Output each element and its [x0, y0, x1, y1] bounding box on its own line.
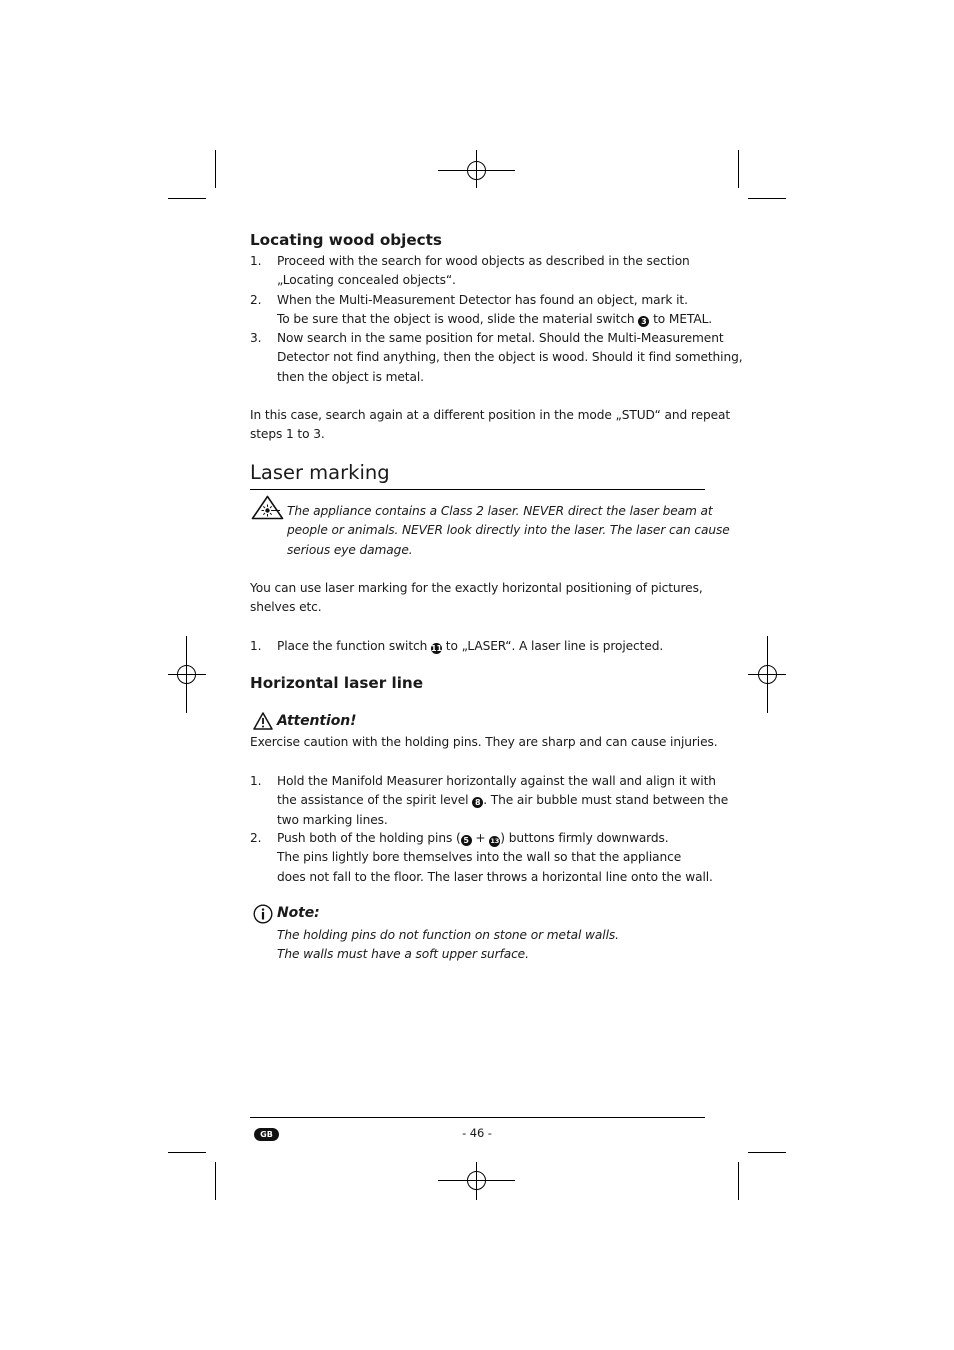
list-item: 2. Push both of the holding pins ( 5 + 13) buttons firmly downwards. The pins lightly bore themselves into the wall so that the appliance does not fall to the floor. The laser throws a horizontal line onto the wall.: [250, 831, 713, 884]
material-switch-ref: 3: [638, 316, 649, 327]
language-badge: GB: [254, 1128, 279, 1141]
paragraph: You can use laser marking for the exactly horizontal positioning of pictures, shelves etc.: [250, 581, 703, 615]
attention-text: Exercise caution with the holding pins. They are sharp and can cause injuries.: [250, 735, 718, 749]
heading-locating-wood: Locating wood objects: [250, 231, 442, 249]
note-text: The holding pins do not function on stone or metal walls. The walls must have a soft upper surface.: [277, 928, 619, 962]
spirit-level-ref: 8: [472, 797, 483, 808]
list-item: 2. When the Multi-Measurement Detector has found an object, mark it. To be sure that the object is wood, slide the material switch 3 to METAL.: [250, 293, 713, 327]
function-switch-ref: 11: [431, 644, 442, 653]
list-item: 1. Proceed with the search for wood objects as described in the section „Locating concealed objects“.: [250, 254, 690, 288]
holding-pin-ref: 13: [490, 837, 500, 845]
footer-rule: [250, 1117, 705, 1118]
holding-pin-ref: 5: [461, 835, 472, 846]
list-item: 1. Hold the Manifold Measurer horizontally against the wall and align it with the assistance of the spirit level 8 . The air bubble must stand between the two marking lines.: [250, 774, 729, 827]
note-label: Note:: [277, 905, 320, 921]
attention-label: Attention!: [277, 713, 357, 729]
list-item: 1. Place the function switch 11 to „LASER“. A laser line is projected.: [250, 639, 664, 653]
info-icon: [253, 904, 273, 928]
page-number: - 46 -: [462, 1126, 492, 1140]
heading-horizontal-laser-line: Horizontal laser line: [250, 674, 424, 692]
laser-warning-text: The appliance contains a Class 2 laser. NEVER direct the laser beam at people or animals. NEVER look directly into the laser. The laser can cause serious eye damage.: [287, 504, 730, 557]
heading-laser-marking: Laser marking: [250, 461, 390, 484]
paragraph: In this case, search again at a different position in the mode „STUD“ and repeat steps 1 to 3.: [250, 408, 731, 442]
heading-underline: [250, 489, 705, 490]
list-item: 3. Now search in the same position for metal. Should the Multi-Measurement Detector not find anything, then the object is wood. Should it find something, then the object is metal.: [250, 331, 743, 384]
attention-icon: [253, 712, 273, 734]
laser-warning-icon: [251, 495, 284, 524]
